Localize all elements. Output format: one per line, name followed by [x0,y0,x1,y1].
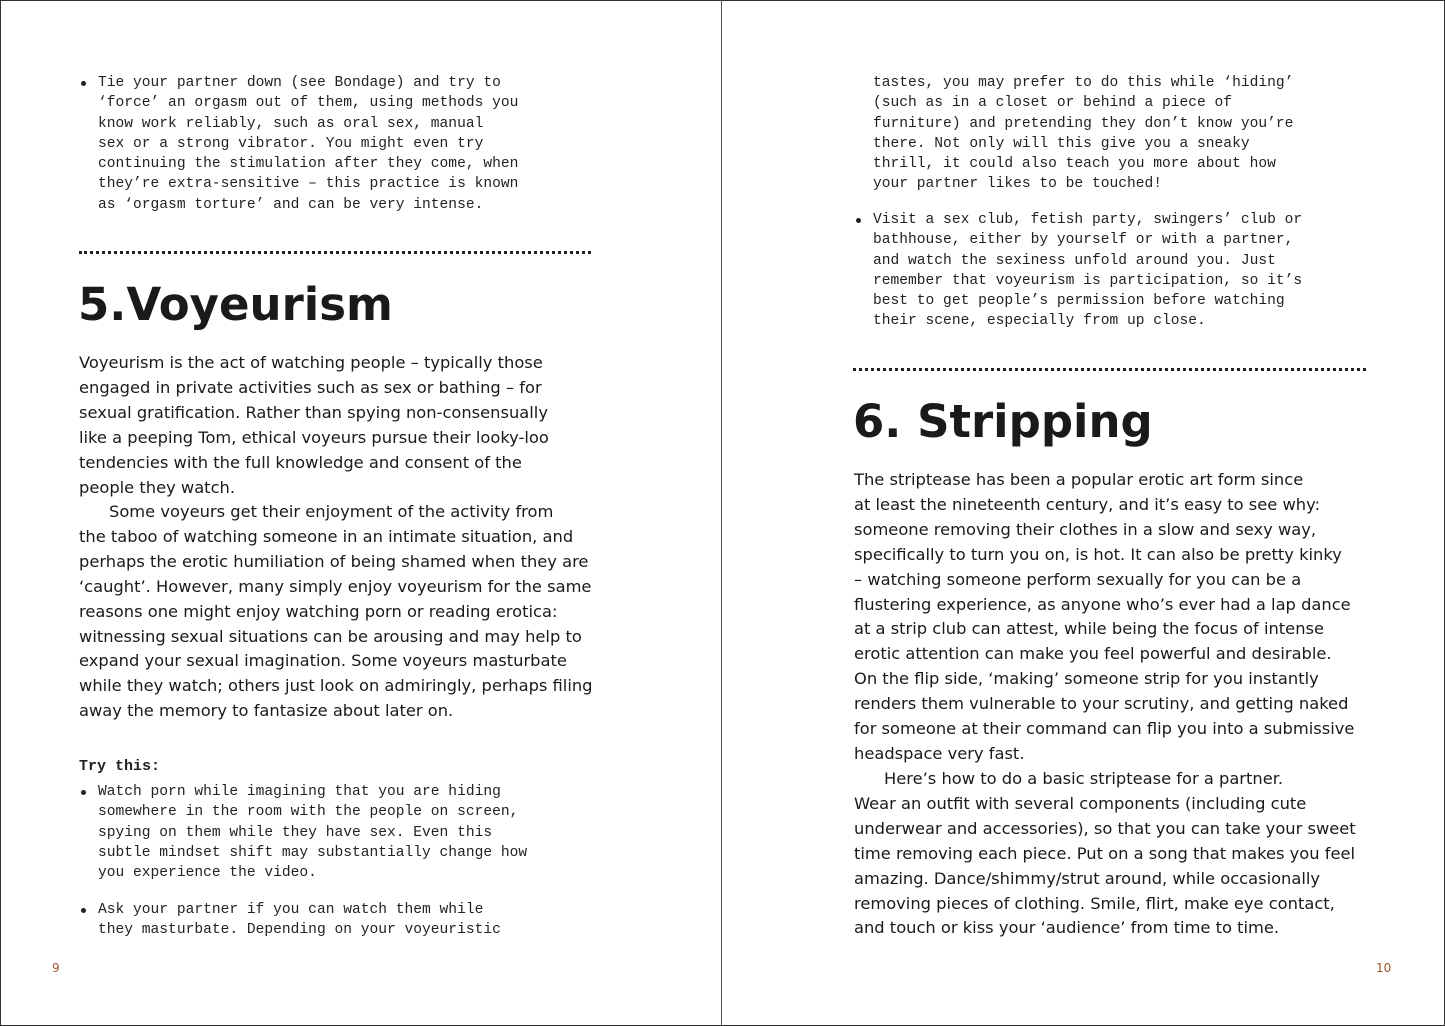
bullet-sex-club [854,210,1302,332]
text-line: underwear and accessories), so that you can take your sweet [854,818,1356,838]
text-line: witnessing sexual situations can be arousing and may help to [79,626,582,646]
text-line: there. Not only will this give you a sneaky [873,135,1250,152]
text-line: people they watch. [79,477,236,497]
text-line: Visit a sex club, fetish party, swingers’ club or [873,212,1303,228]
voyeurism-paragraph-2 [79,500,593,724]
text-line: at a strip club can attest, while being the focus of intense [854,619,1325,639]
text-line: remember that voyeurism is participation, so it’s [873,272,1303,289]
text-line: know work reliably, such as oral sex, manual [98,115,484,132]
text-line: specifically to turn you on, is hot. It can also be pretty kinky [854,544,1342,564]
text-line: (such as in a closet or behind a piece of [873,95,1233,112]
text-line: someone removing their clothes in a slow and sexy way, [854,519,1317,539]
text-line: while they watch; others just look on admiringly, perhaps filing [79,676,593,696]
text-line: and watch the sexiness unfold around you. Just [873,252,1276,269]
page-number: 10 [1376,961,1392,975]
text-line: somewhere in the room with the people on screen, [98,804,519,821]
text-line: bathhouse, either by yourself or with a partner, [873,232,1294,249]
text-line: thrill, it could also teach you more about how [873,156,1276,173]
text-line: spying on them while they have sex. Even this [98,824,493,841]
text-line: your partner likes to be touched! [873,176,1163,193]
text-line: Some voyeurs get their enjoyment of the activity from [109,502,554,521]
text-line: for someone at their command can flip you into a submissive [854,719,1355,739]
text-line: sex or a strong vibrator. You might even try [98,135,484,152]
text-line: erotic attention can make you feel powerful and desirable. [854,644,1332,664]
left-page [0,0,721,1026]
text-line: Wear an outfit with several components (including cute [854,793,1307,813]
text-line: best to get people’s permission before watching [873,293,1285,310]
text-line: ‘force’ an orgasm out of them, using methods you [98,95,519,112]
text-line: Here’s how to do a basic striptease for a partner. [884,769,1284,788]
right-page [722,0,1445,1026]
text-line: – watching someone perform sexually for you can be a [854,569,1302,589]
text-line: engaged in private activities such as sex or bathing – for [79,377,542,397]
text-line: removing pieces of clothing. Smile, flirt, make eye contact, [854,893,1335,913]
dotted-separator [79,251,591,254]
text-line: like a peeping Tom, ethical voyeurs pursue their looky-loo [79,427,549,447]
text-line: Watch porn while imagining that you are hiding [98,784,501,800]
page-number: 9 [52,961,60,975]
text-line: and touch or kiss your ‘audience’ from time to time. [854,918,1280,938]
text-line: sexual gratification. Rather than spying non-consensually [79,402,548,422]
bullet-watch-porn [79,782,527,883]
text-line: The striptease has been a popular erotic art form since [854,470,1304,489]
bullet-continued [873,73,1293,195]
text-line: the taboo of watching someone in an intimate situation, and [79,526,574,546]
text-line: renders them vulnerable to your scrutiny, and getting naked [854,694,1349,714]
text-line: Ask your partner if you can watch them while [98,902,484,918]
text-line: you experience the video. [98,865,317,882]
text-line: tastes, you may prefer to do this while ‘hiding’ [873,75,1294,91]
text-line: furniture) and pretending they don’t know you’re [873,115,1294,132]
text-line: expand your sexual imagination. Some voyeurs masturbate [79,651,567,671]
text-line: headspace very fast. [854,743,1025,763]
text-line: flustering experience, as anyone who’s ever had a lap dance [854,594,1351,614]
bullet-orgasm-torture [79,73,518,215]
stripping-paragraph-2 [854,767,1356,941]
text-line: they’re extra-sensitive – this practice is known [98,176,519,193]
text-line: at least the nineteenth century, and it’s easy to see why: [854,494,1321,514]
text-line: Voyeurism is the act of watching people – typically those [79,353,543,372]
voyeurism-paragraph-1 [79,351,549,500]
text-line: as ‘orgasm torture’ and can be very intense. [98,196,484,213]
text-line: subtle mindset shift may substantially change how [98,844,528,861]
text-line: Tie your partner down (see Bondage) and try to [98,75,501,91]
section-heading-stripping: 6. Stripping [853,395,1153,448]
text-line: reasons one might enjoy watching porn or reading erotica: [79,601,558,621]
text-line: their scene, especially from up close. [873,313,1206,330]
text-line: On the flip side, ‘making’ someone strip for you instantly [854,669,1319,689]
text-line: they masturbate. Depending on your voyeuristic [98,922,501,939]
dotted-separator [853,368,1366,371]
text-line: time removing each piece. Put on a song that makes you feel [854,843,1356,863]
bullet-watch-partner [79,900,501,941]
stripping-paragraph-1 [854,468,1354,767]
text-line: amazing. Dance/shimmy/strut around, while occasionally [854,868,1321,888]
text-line: continuing the stimulation after they come, when [98,156,519,173]
section-heading-voyeurism: 5.Voyeurism [78,278,393,331]
text-line: tendencies with the full knowledge and consent of the [79,452,522,472]
text-line: perhaps the erotic humiliation of being shamed when they are [79,551,589,571]
text-line: away the memory to fantasize about later on. [79,701,454,721]
try-this-label: Try this: [79,758,161,775]
text-line: ‘caught’. However, many simply enjoy voyeurism for the same [79,576,592,596]
